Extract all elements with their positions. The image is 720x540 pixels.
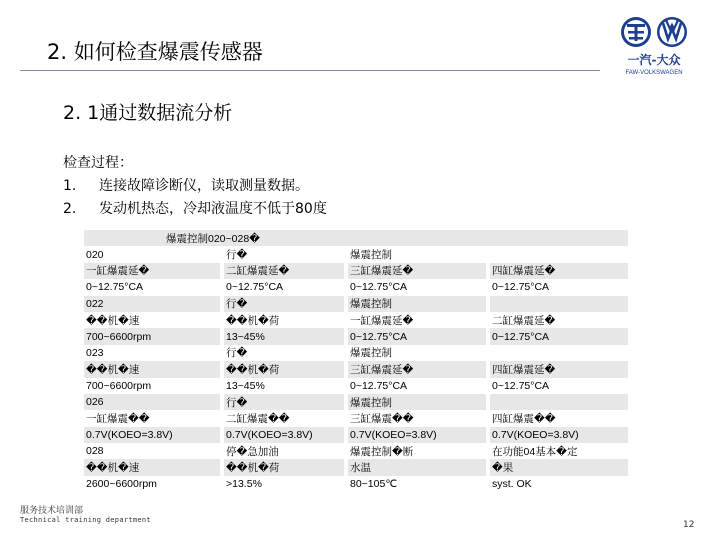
table-cell: 爆震控制 [348, 296, 486, 312]
title-rule [20, 70, 600, 71]
table-cell: 022 [84, 296, 220, 312]
table-cell: 0~12.75°CA [490, 328, 628, 344]
table-cell: 行� [224, 394, 344, 410]
table-row [84, 296, 628, 312]
table-cell: 爆震控制�断 [348, 443, 486, 459]
table-cell: 一缸爆震延� [84, 263, 220, 279]
table-cell: ��机�速 [84, 459, 220, 475]
footer-department-cn: 服务技术培训部 [20, 506, 84, 516]
table-cell: 80~105℃ [348, 476, 486, 492]
check-process [63, 152, 327, 221]
brand-logo [604, 8, 704, 76]
table-cell: 0~12.75°CA [348, 328, 486, 344]
table-cell [490, 394, 628, 410]
table-cell: ��机�速 [84, 361, 220, 377]
table-cell: 行� [224, 296, 344, 312]
step-number: 2. [63, 201, 77, 217]
step-number: 1. [63, 178, 77, 194]
step-text: 连接故障诊断仪，读取测量数据。 [99, 178, 309, 194]
table-cell: 三缸爆震�� [348, 410, 486, 426]
table-cell: 二缸爆震�� [224, 410, 344, 426]
table-cell: 四缸爆震延� [490, 361, 628, 377]
table-cell: 028 [84, 443, 220, 459]
table-cell [490, 246, 628, 262]
table-cell: 700~6600rpm [84, 378, 220, 394]
table-cell: 停�急加油 [224, 443, 344, 459]
process-heading: 检查过程： [63, 155, 133, 171]
table-cell: 020 [84, 246, 220, 262]
table-cell: 在功能04基本�定 [490, 443, 628, 459]
table-cell [490, 296, 628, 312]
table-row [84, 246, 628, 262]
table-cell: 0.7V(KOEO=3.8V) [490, 427, 628, 443]
table-cell: 13~45% [224, 328, 344, 344]
table-cell: ��机�荷 [224, 312, 344, 328]
vw-logo-icon [657, 17, 687, 47]
table-cell: 行� [224, 246, 344, 262]
table-cell: 0.7V(KOEO=3.8V) [224, 427, 344, 443]
table-cell: 2600~6600rpm [84, 476, 220, 492]
footer-department-en: Technical training department [20, 516, 151, 524]
table-cell: 026 [84, 394, 220, 410]
table-cell: 023 [84, 345, 220, 361]
page-number: 12 [683, 520, 695, 530]
table-row [84, 345, 628, 361]
brand-logo-graphic [604, 8, 704, 76]
table-row [84, 410, 628, 426]
step-text: 发动机热态，冷却液温度不低于80度 [99, 201, 327, 217]
table-cell: 0.7V(KOEO=3.8V) [84, 427, 220, 443]
table-row [84, 443, 628, 459]
table-cell: �果 [490, 459, 628, 475]
table-cell: 0~12.75°CA [84, 279, 220, 295]
table-cell: 行� [224, 345, 344, 361]
table-cell: 0~12.75°CA [490, 378, 628, 394]
faw-logo-icon [621, 17, 651, 47]
table-cell: 爆震控制 [348, 345, 486, 361]
table-cell: 0~12.75°CA [224, 279, 344, 295]
table-row [84, 328, 628, 344]
table-cell: 一缸爆震延� [348, 312, 486, 328]
table-cell: 水温 [348, 459, 486, 475]
table-row [84, 279, 628, 295]
table-cell: 13~45% [224, 378, 344, 394]
table-cell: 一缸爆震�� [84, 410, 220, 426]
table-header-row [84, 230, 628, 246]
table-row [84, 427, 628, 443]
table-cell: 爆震控制 [348, 394, 486, 410]
table-cell: 三缸爆震延� [348, 263, 486, 279]
table-cell: syst. OK [490, 476, 628, 492]
table-cell: 四缸爆震�� [490, 410, 628, 426]
table-cell: 二缸爆震延� [490, 312, 628, 328]
table-row [84, 263, 628, 279]
table-cell: ��机�速 [84, 312, 220, 328]
table-cell: 0~12.75°CA [348, 279, 486, 295]
table-cell: 0.7V(KOEO=3.8V) [348, 427, 486, 443]
table-row [84, 361, 628, 377]
table-row [84, 476, 628, 492]
table-row [84, 459, 628, 475]
brand-wordmark: 一汽-大众 [627, 53, 681, 67]
table-cell: 四缸爆震延� [490, 263, 628, 279]
table-cell: ��机�荷 [224, 459, 344, 475]
section-subtitle: 2. 1通过数据流分析 [63, 102, 233, 124]
table-header: 爆震控制020~028� [84, 230, 628, 246]
slide-title: 2. 如何检查爆震传感器 [47, 40, 263, 64]
table-cell: >13.5% [224, 476, 344, 492]
table-row [84, 312, 628, 328]
process-step [63, 198, 327, 221]
table-cell: 爆震控制 [348, 246, 486, 262]
table-cell: ��机�荷 [224, 361, 344, 377]
table-cell: 0~12.75°CA [490, 279, 628, 295]
table-row [84, 394, 628, 410]
table-cell: 0~12.75°CA [348, 378, 486, 394]
data-stream-table [84, 230, 628, 492]
table-cell: 700~6600rpm [84, 328, 220, 344]
table-cell: 三缸爆震延� [348, 361, 486, 377]
table-row [84, 378, 628, 394]
process-step [63, 175, 327, 198]
table-cell: 二缸爆震延� [224, 263, 344, 279]
brand-subline: FAW-VOLKSWAGEN [625, 70, 683, 76]
table-cell [490, 345, 628, 361]
